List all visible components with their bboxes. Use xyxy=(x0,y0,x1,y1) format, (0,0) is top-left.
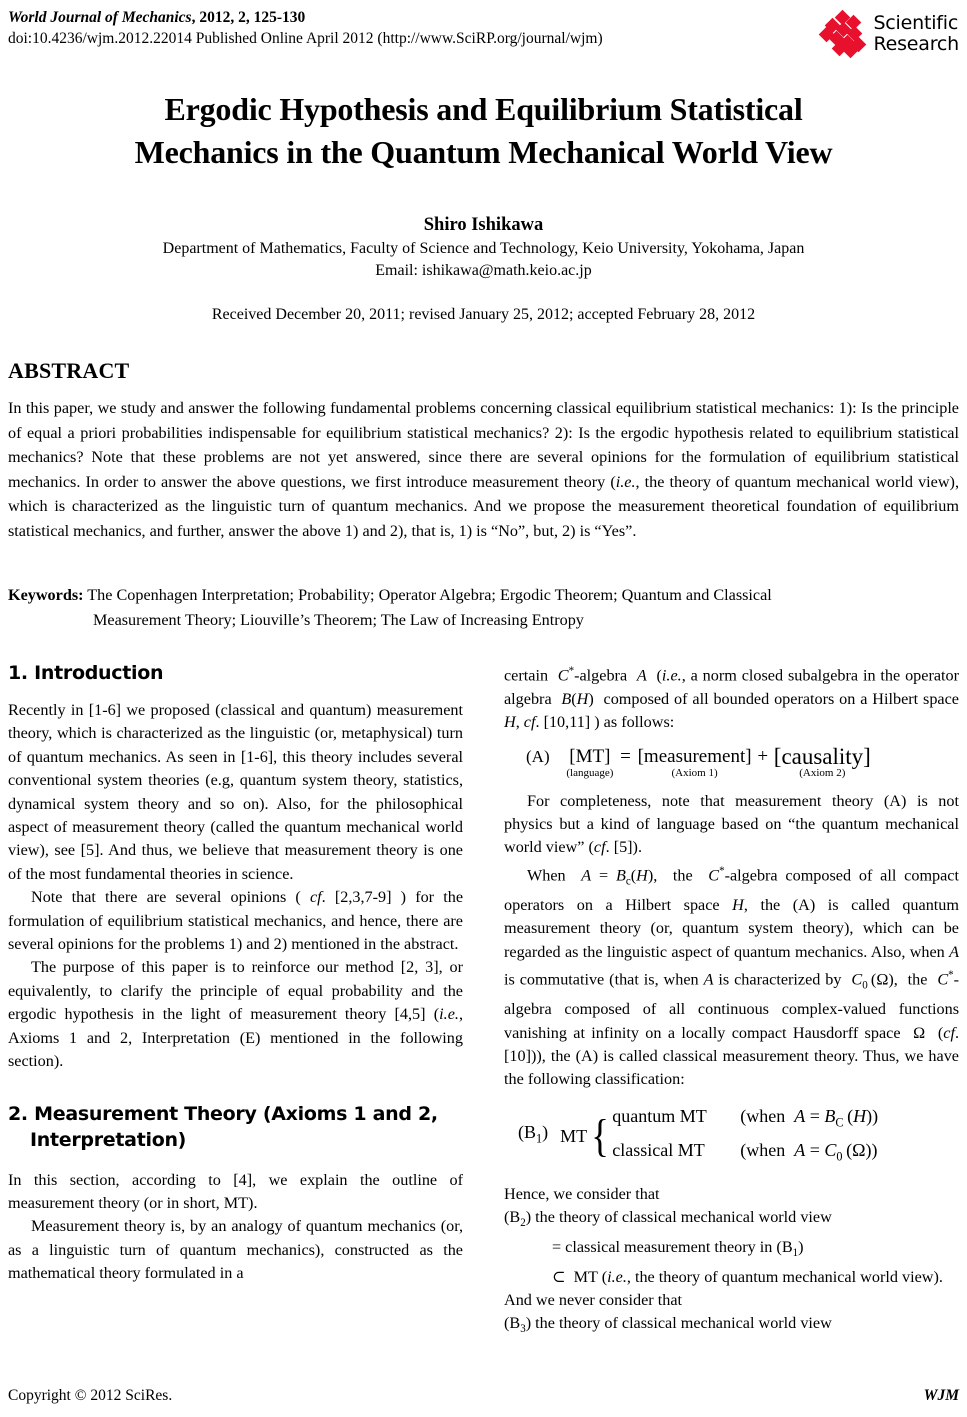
equation-b1-label: MT xyxy=(560,1125,588,1146)
equation-a-term-1-label: (Axiom 1) xyxy=(671,766,718,779)
equation-a-term-2-label: (Axiom 2) xyxy=(799,766,846,779)
abstract-heading: ABSTRACT xyxy=(8,358,130,383)
equation-a-lhs-label: (language) xyxy=(566,766,614,779)
b2-line-1: $(B_2)$ the theory of classical mechanical world view xyxy=(504,1208,832,1230)
equation-a-term-2: [causality] xyxy=(773,743,871,769)
right-paragraph-2: For completeness, note that measurement theory (A) is not physics but a kind of language based on “the quantum mechanical world view” (cf. [5]). xyxy=(504,791,959,857)
masthead xyxy=(8,8,959,64)
equation-a-lhs: [MT] xyxy=(569,745,611,767)
logo-wordmark xyxy=(873,13,959,55)
b2-line-2: = classical measurement theory in $(B_1)$ xyxy=(552,1237,804,1260)
journal-citation-line xyxy=(8,8,748,28)
keywords-line-1: The Copenhagen Interpretation; Probability; Operator Algebra; Ergodic Theorem; Quantum and Classical xyxy=(87,586,772,604)
section-heading-2 xyxy=(8,1101,463,1153)
hence-line: Hence, we consider that xyxy=(504,1184,660,1203)
equation-a-equals: = xyxy=(620,745,631,767)
author-affiliation: Department of Mathematics, Faculty of Science and Technology, Keio University, Yokohama, Japan xyxy=(162,240,805,257)
right-paragraph-1: certain C*-algebra A (i.e., a norm closed subalgebra in the operator algebra B(H) composed of all bounded operators on a Hilbert space H, cf. [10,11] ) as follows: xyxy=(504,665,959,732)
title-line-1: Ergodic Hypothesis and Equilibrium Statistical xyxy=(164,91,803,127)
equation-b1-row-2 xyxy=(612,1136,878,1171)
never-consider-line: And we never consider that xyxy=(504,1291,682,1310)
b3-line-1: $(B_3)$ the theory of classical mechanical world view xyxy=(504,1314,832,1336)
equation-a-term-1: [measurement] xyxy=(637,745,752,767)
author-block xyxy=(60,213,907,326)
left-paragraph-5: Measurement theory is, by an analogy of quantum mechanics (or, as a linguistic turn of quantum mechanics), constructed as the mathematical theory formulated in a xyxy=(8,1217,463,1283)
journal-name: World Journal of Mechanics xyxy=(8,9,192,26)
keywords-label: Keywords: xyxy=(8,586,84,604)
left-paragraph-3: The purpose of this paper is to reinforce our method [2, 3], or equivalently, to clarify the principle of equal probability and the ergodic hypothesis in the light of measurement theory [4,5] (i.e., Axioms 1 and 2, Interpretation (E) mentioned in the following section). xyxy=(8,958,463,1071)
equation-a-plus: + xyxy=(757,745,769,767)
right-paragraph-3: When $A = B_c(H)$, the C*-algebra composed of all compact operators on a Hilbert space H, the (A) is called quantum measurement theory (or, quantum system theory), which can be regarded as the linguistic aspect of quantum mechanics. Also, when A is commutative (that is, when A is characterized by $C_0$ (Ω), the C*-algebra composed of all continuous complex-valued functions vanishing at infinity on a locally compact Hausdorff space Ω (cf. [10])), the (A) is called classical measurement theory. Thus, we have the following classification: xyxy=(504,864,960,1089)
copyright-text: Copyright © 2012 SciRes. xyxy=(8,1387,173,1404)
author-email: Email: ishikawa@math.keio.ac.jp xyxy=(375,262,592,279)
scientific-research-logo xyxy=(821,8,959,60)
paper-title xyxy=(60,88,907,174)
section-heading-1: 1. Introduction xyxy=(8,662,164,684)
abstract-body: In this paper, we study and answer the following fundamental problems concerning classical equilibrium statistical mechanics: 1): Is the principle of equal a priori probabilities indispensable for equilibrium statistical mechanics? 2): Is the ergodic hypothesis related to equilibrium statistical mechanics? Note that these problems are not yet answered, since there are several opinions for the formulation of equilibrium statistical mechanics. In order to answer the above questions, we first introduce measurement theory (i.e., the theory of quantum mechanical world view), which is characterized as the linguistic turn of quantum mechanics. And we propose the measurement theoretical foundation of equilibrium statistical mechanics, and further, answer the above 1) and 2), that is, 1) is “No”, but, 2) is “Yes”. xyxy=(8,399,959,540)
section-heading-2-line-2: Interpretation) xyxy=(30,1128,187,1151)
masthead-text xyxy=(8,8,748,49)
journal-issue: , 2012, 2, 125-130 xyxy=(191,9,306,26)
logo-line-1: Scientific xyxy=(873,12,959,34)
equation-a xyxy=(504,743,959,780)
equation-b1-tag: $(B_1)$ xyxy=(518,1122,549,1146)
page-footer xyxy=(8,1387,959,1405)
keywords-line-2: Measurement Theory; Liouville’s Theorem; The Law of Increasing Entropy xyxy=(93,611,584,629)
left-paragraph-2: Note that there are several opinions ( cf. [2,3,7-9] ) for the formulation of equilibrium statistical mechanics, and hence, there are several opinions for the problems 1) and 2) mentioned in the abstract. xyxy=(8,888,464,954)
b-classification-list xyxy=(504,1183,959,1342)
section-heading-2-line-1: 2. Measurement Theory (Axioms 1 and 2, xyxy=(8,1102,438,1125)
equation-b1-row-2-left: classical MT xyxy=(612,1140,705,1161)
submission-dates: Received December 20, 2011; revised January 25, 2012; accepted February 28, 2012 xyxy=(211,306,756,323)
equation-b1-row-2-right: (when $A = C_0$ (Ω)) xyxy=(740,1140,878,1164)
logo-line-2: Research xyxy=(873,33,959,55)
left-curly-brace-icon: { xyxy=(591,1110,610,1162)
b2-line-3: ⊂ MT (i.e., the theory of quantum mechanical world view). xyxy=(552,1267,943,1286)
equation-b1-rows xyxy=(612,1102,878,1171)
left-paragraph-4: In this section, according to [4], we explain the outline of measurement theory (or in short, MT). xyxy=(8,1170,463,1212)
author-name: Shiro Ishikawa xyxy=(423,215,544,235)
journal-abbreviation: WJM xyxy=(923,1387,959,1404)
equation-b1-row-1-right: (when $A = B_C$ (H)) xyxy=(740,1105,879,1130)
diamond-grid-icon xyxy=(821,12,867,56)
equation-b1 xyxy=(504,1102,959,1171)
left-paragraph-1: Recently in [1-6] we proposed (classical and quantum) measurement theory, which is characterized as the linguistic (or, metaphysical) turn of quantum mechanics. As seen in [1-6], this theory includes several conventional system theories (e.g, quantum system theory, statistics, dynamical system theory and so on). Also, for the philosophical aspect of measurement theory (called the quantum mechanical world view), see [5]. And thus, we believe that measurement theory is one of the most fundamental theories in science. xyxy=(8,701,463,883)
equation-a-tag: (A) xyxy=(526,746,550,766)
doi-line: doi:10.4236/wjm.2012.22014 Published Online April 2012 (http://www.SciRP.org/journal/wjm) xyxy=(8,30,603,47)
right-column xyxy=(504,660,959,1342)
left-column xyxy=(8,660,463,1286)
keywords-block xyxy=(8,583,959,633)
equation-b1-row-1-left: quantum MT xyxy=(612,1105,707,1126)
title-line-2: Mechanics in the Quantum Mechanical World View xyxy=(134,134,833,170)
equation-b1-row-1 xyxy=(612,1102,878,1137)
